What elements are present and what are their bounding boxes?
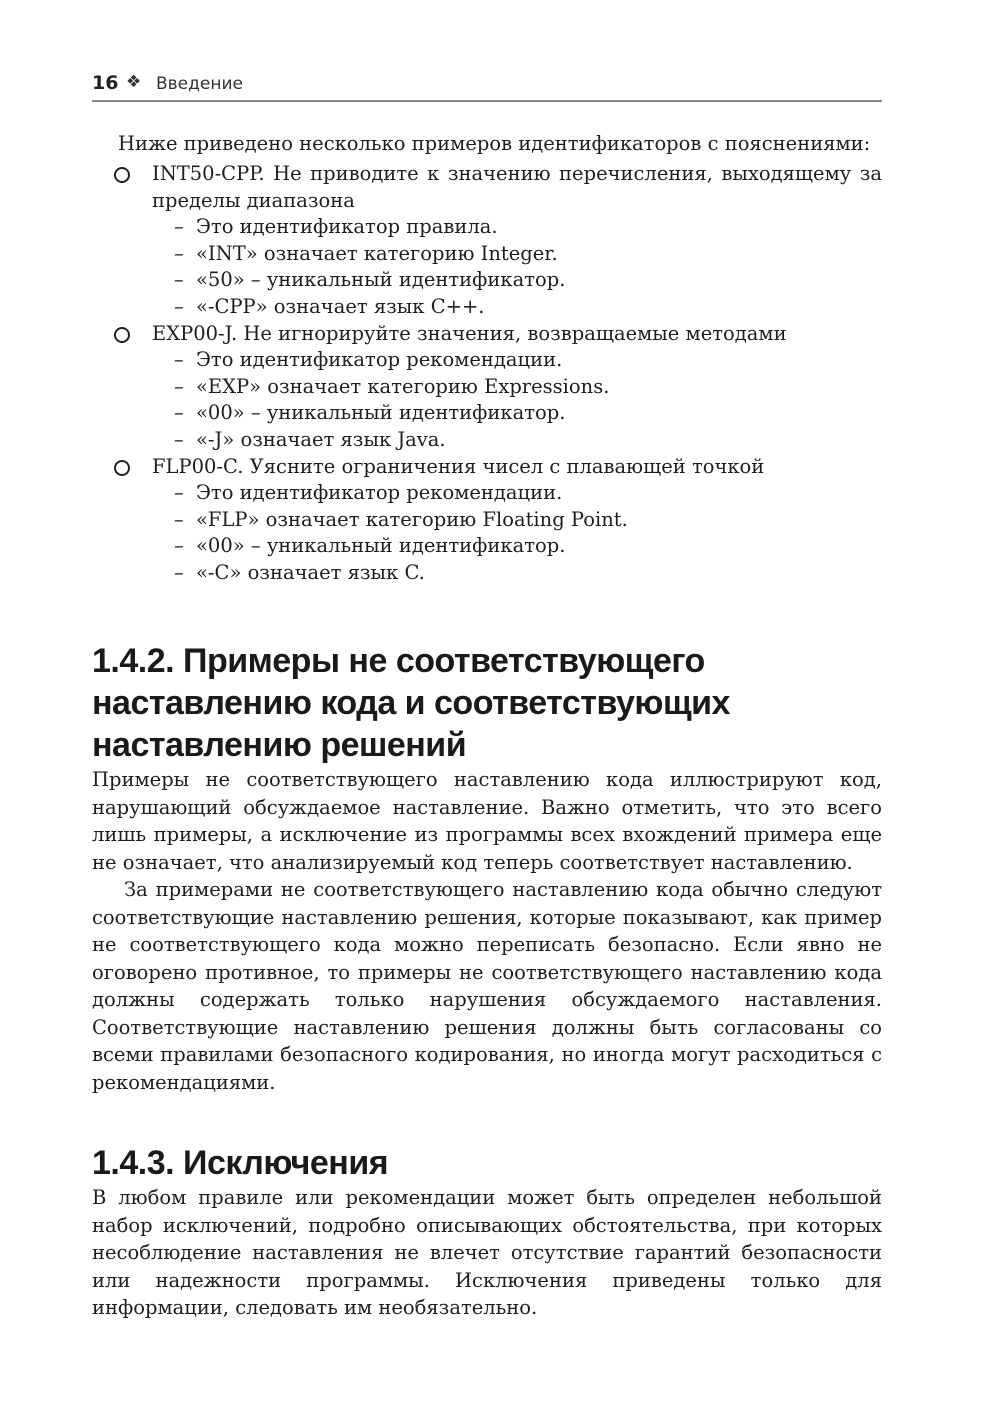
note-text: «INT» означает категорию Integer.	[196, 241, 558, 265]
running-header	[92, 70, 882, 102]
section-heading-1-4-3: 1.4.3. Исключения	[92, 1144, 389, 1182]
section-heading-1-4-2: 1.4.2. Примеры не соответствующего наставлению кода и соответствующих наставлению решений	[92, 642, 730, 764]
page-content	[92, 130, 882, 1322]
dash-marker: –	[174, 427, 184, 451]
note-text: «00» – уникальный идентификатор.	[196, 401, 566, 424]
dash-marker: –	[174, 215, 184, 238]
example-notes	[152, 480, 882, 586]
dash-marker: –	[174, 560, 184, 584]
note-item	[174, 294, 882, 321]
note-text: Это идентификатор рекомендации.	[196, 348, 563, 371]
note-item	[174, 347, 882, 374]
dash-marker: –	[174, 241, 184, 265]
intro-text: Ниже приведено несколько примеров идентификаторов с пояснениями:	[118, 132, 871, 155]
chapter-title: Введение	[156, 74, 243, 94]
note-text: «-C» означает язык C.	[196, 560, 425, 584]
note-item	[174, 507, 882, 534]
example-title: FLP00-C. Уясните ограничения чисел с плавающей точкой	[152, 455, 765, 478]
note-text: Это идентификатор рекомендации.	[196, 481, 563, 504]
note-item	[174, 560, 882, 587]
example-notes	[152, 347, 882, 453]
dash-marker: –	[174, 481, 184, 504]
note-text: «-J» означает язык Java.	[196, 427, 446, 451]
body-paragraph: За примерами не соответствующего наставлению кода обычно следуют соответствующие наставлению решения, которые показывают, как пример не соответствующего кода можно переписать безопасно. Если явно не оговорено противное, то примеры не соответствующего наставлению кода должны содержать только нарушения обсуждаемого наставления. Соответствующие наставлению решения должны быть согласованы со всеми правилами безопасного кодирования, но иногда могут расходиться с рекомендациями.	[92, 878, 882, 1094]
identifier-example	[92, 320, 882, 453]
dash-marker: –	[174, 401, 184, 424]
circle-bullet-icon	[114, 327, 130, 343]
note-item	[174, 480, 882, 507]
body-paragraph: Примеры не соответствующего наставлению кода иллюстрируют код, нарушающий обсуждаемое наставление. Важно отметить, что это всего лишь примеры, а исключение из программы всех вхождений примера еще не означает, что анализируемый код теперь соответствует наставлению.	[92, 768, 882, 874]
dash-marker: –	[174, 294, 184, 318]
note-text: «FLP» означает категорию Floating Point.	[196, 507, 628, 531]
example-notes	[152, 214, 882, 320]
note-item	[174, 267, 882, 294]
note-item	[174, 241, 882, 268]
note-item	[174, 533, 882, 560]
dash-marker: –	[174, 534, 184, 557]
dash-marker: –	[174, 507, 184, 531]
dash-marker: –	[174, 348, 184, 371]
note-item	[174, 374, 882, 401]
circle-bullet-icon	[114, 460, 130, 476]
note-text: «50» – уникальный идентификатор.	[196, 268, 566, 291]
note-item	[174, 214, 882, 241]
identifier-example	[92, 160, 882, 320]
note-item	[174, 427, 882, 454]
dash-marker: –	[174, 268, 184, 291]
page-number: 16	[92, 72, 119, 94]
identifier-examples-list	[92, 160, 882, 586]
body-paragraph: В любом правиле или рекомендации может быть определен небольшой набор исключений, подробно описывающих обстоятельства, при которых несоблюдение наставления не влечет отсутствие гарантий безопасности или надежности программы. Исключения приведены только для информации, следовать им необязательно.	[92, 1186, 882, 1319]
note-text: «EXP» означает категорию Expressions.	[196, 374, 610, 398]
circle-bullet-icon	[114, 167, 130, 183]
note-text: «-CPP» означает язык C++.	[196, 294, 485, 318]
note-text: Это идентификатор правила.	[196, 215, 498, 238]
example-title: INT50-CPP. Не приводите к значению перечисления, выходящему за пределы диапазона	[152, 162, 882, 212]
diamond-separator-icon: ❖	[126, 72, 142, 92]
note-text: «00» – уникальный идентификатор.	[196, 534, 566, 557]
example-title: EXP00-J. Не игнорируйте значения, возвращаемые методами	[152, 322, 787, 345]
dash-marker: –	[174, 374, 184, 398]
identifier-example	[92, 453, 882, 586]
note-item	[174, 400, 882, 427]
